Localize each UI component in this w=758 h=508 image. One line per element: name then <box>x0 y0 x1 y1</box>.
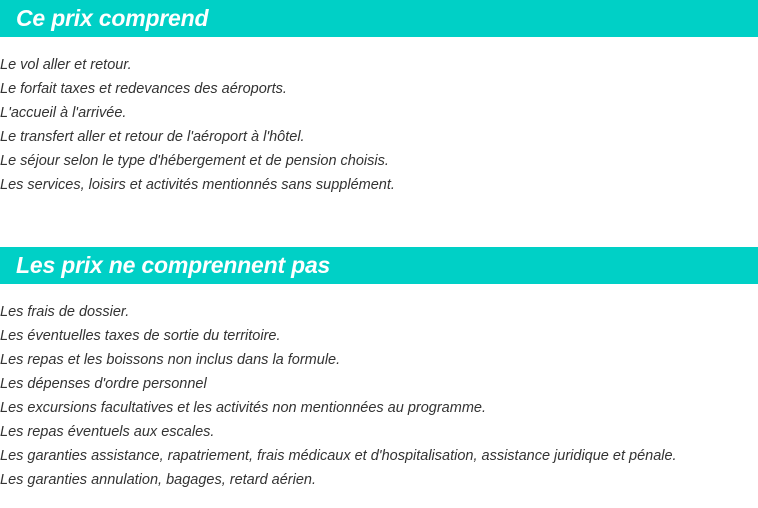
excluded-section-title: Les prix ne comprennent pas <box>16 252 331 278</box>
list-item: Les dépenses d'ordre personnel <box>0 376 207 392</box>
included-items-list <box>0 53 395 197</box>
included-section-title: Ce prix comprend <box>16 5 209 31</box>
excluded-items-list <box>0 300 677 492</box>
list-item: Les repas éventuels aux escales. <box>0 424 215 440</box>
included-section-header <box>0 0 758 37</box>
list-item: Les garanties annulation, bagages, retard aérien. <box>0 472 316 488</box>
excluded-section-header <box>0 247 758 284</box>
list-item: Les garanties assistance, rapatriement, frais médicaux et d'hospitalisation, assistance juridique et pénale. <box>0 448 677 464</box>
list-item: Le séjour selon le type d'hébergement et de pension choisis. <box>0 153 389 169</box>
list-item: Le transfert aller et retour de l'aéroport à l'hôtel. <box>0 129 305 145</box>
list-item: Le vol aller et retour. <box>0 57 132 73</box>
list-item: Les frais de dossier. <box>0 304 130 320</box>
list-item: L'accueil à l'arrivée. <box>0 105 127 121</box>
list-item: Les excursions facultatives et les activités non mentionnées au programme. <box>0 400 486 416</box>
list-item: Le forfait taxes et redevances des aéroports. <box>0 81 287 97</box>
list-item: Les services, loisirs et activités mentionnés sans supplément. <box>0 177 395 193</box>
list-item: Les éventuelles taxes de sortie du territoire. <box>0 328 281 344</box>
list-item: Les repas et les boissons non inclus dans la formule. <box>0 352 341 368</box>
